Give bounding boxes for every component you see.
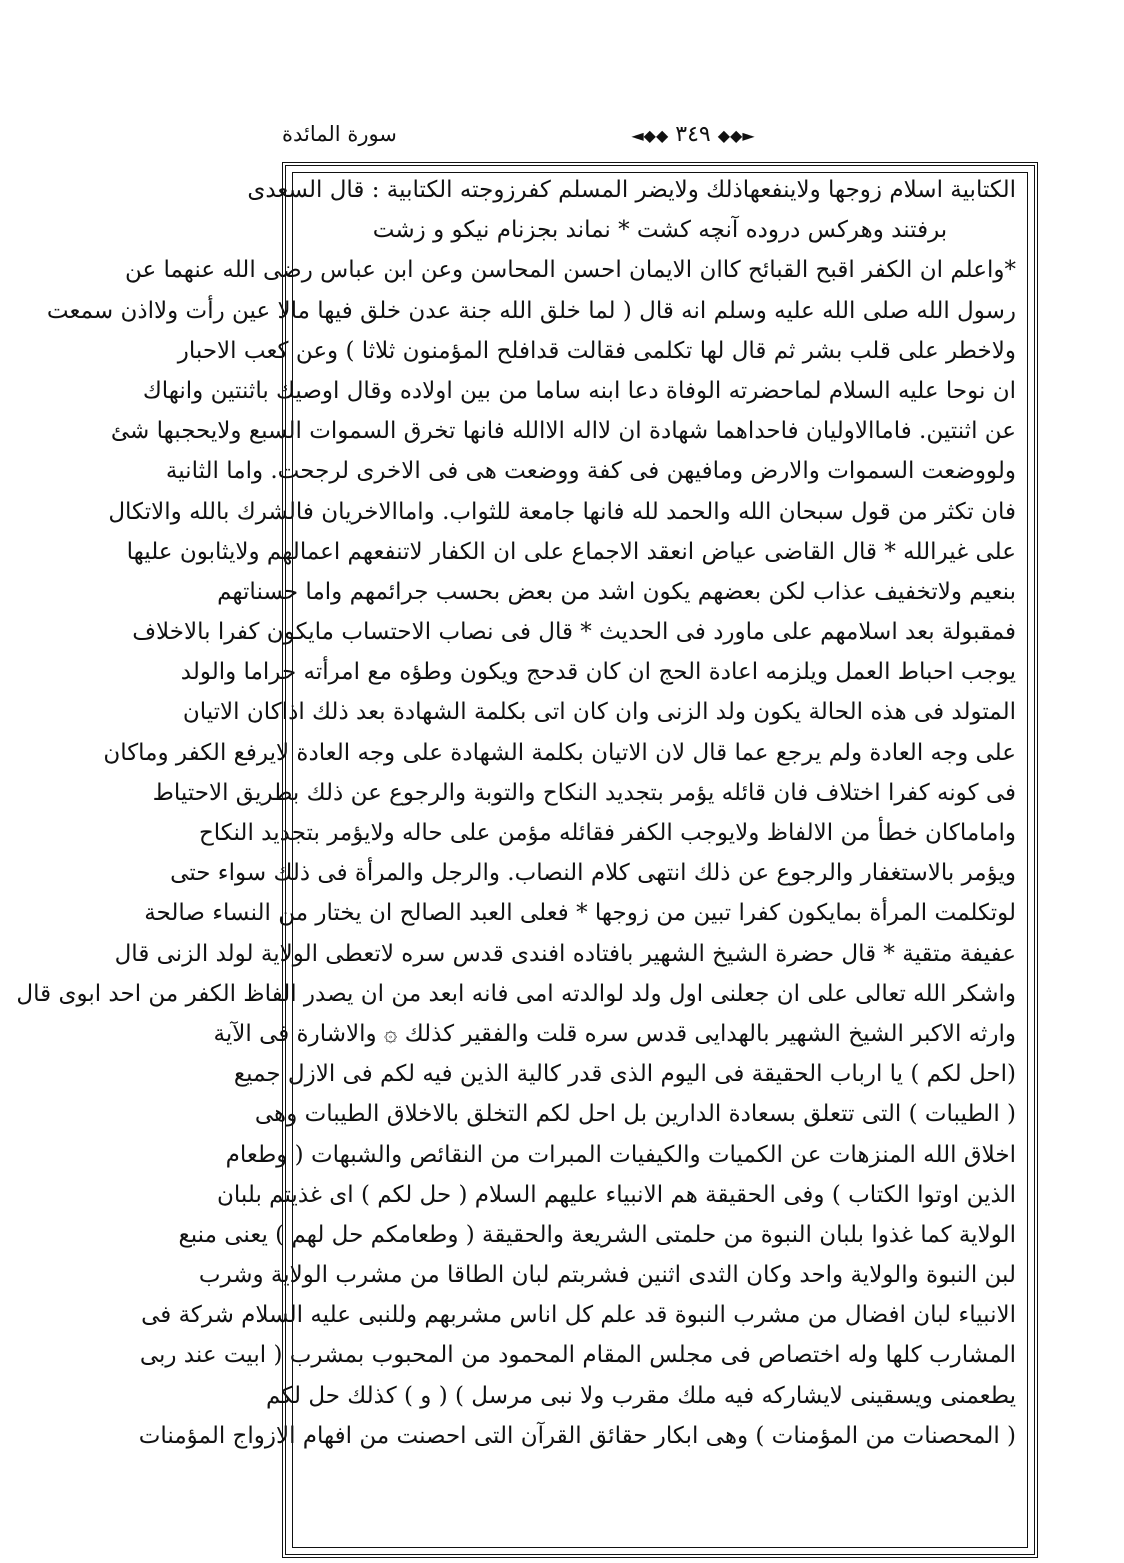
text-line: عفيفة متقية * قال حضرة الشيخ الشهير بافتاده افندى قدس سره لاتعطى الولاية لولد الزنى قال: [114, 940, 1016, 967]
text-line: ( المحصنات من المؤمنات ) وهى ابكار حقائق القرآن التى احصنت من افهام الازواج المؤمنات: [138, 1422, 1016, 1449]
text-line: المتولد فى هذه الحالة يكون ولد الزنى وان كان اتى بكلمة الشهادة بعد ذلك اذاكان الاتيان: [182, 699, 1016, 726]
page-header: [282, 122, 1038, 158]
text-line: ولووضعت السموات والارض ومافيهن فى كفة ووضعت هى فى الاخرى لرجحت. واما الثانية: [165, 458, 1016, 485]
text-line: اخلاق الله المنزهات عن الكميات والكيفيات المبرات من النقائص والشبهات ( وطعام: [225, 1141, 1016, 1168]
text-line: فى كونه كفرا اختلاف فان قائله يؤمر بتجديد النكاح والتوبة والرجوع عن ذلك بطريق الاحتياط: [152, 779, 1016, 806]
text-line: واماماكان خطأ من الالفاظ ولايوجب الكفر فقائله مؤمن على حاله ولايؤمر بتجديد النكاح: [198, 820, 1016, 846]
text-line: يوجب احباط العمل ويلزمه اعادة الحج ان كان قدحج ويكون وطؤه مع امرأته حراما والولد: [180, 659, 1016, 686]
text-line: عن اثنتين. فاماالاوليان فاحداهما شهادة ان لااله الاالله فانها تخرق السموات السبع ولايحجبها شئ: [110, 418, 1016, 445]
text-line: واشكر الله تعالى على ان جعلنى اول ولد لوالدته امى فانه ابعد من ان يصدر الفاظ الكفر من احد ابوى قال: [16, 980, 1016, 1007]
text-line: ان نوحا عليه السلام لماحضرته الوفاة دعا ابنه ساما من بين اولاده وقال اوصيك باثنتين وانهاك: [142, 377, 1016, 404]
text-line: بنعيم ولاتخفيف عذاب لكن بعضهم يكون اشد من بعض بحسب جرائمهم واما حسناتهم: [217, 578, 1016, 605]
page-number-block: [598, 122, 788, 147]
body-text: [16, 170, 1016, 1456]
ornament-left-icon: ◄◆◆: [631, 126, 669, 145]
sura-title: سورة المائدة: [282, 122, 397, 146]
text-line: فان تكثر من قول سبحان الله والحمد لله فانها جامعة للثواب. واماالاخريان فالشرك بالله والاتكال: [108, 498, 1016, 525]
text-line: لبن النبوة والولاية واحد وكان الثدى اثنين فشربتم لبان الطاقا من مشرب الولاية وشرب: [198, 1262, 1016, 1289]
text-line: ولاخطر على قلب بشر ثم قال لها تكلمى فقالت قدافلح المؤمنون ثلاثا ) وعن كعب الاحبار: [177, 337, 1016, 364]
text-line: الانبياء لبان افضال من مشرب النبوة قد علم كل اناس مشربهم وللنبى عليه السلام شركة فى: [141, 1302, 1016, 1329]
text-line: ( الطيبات ) التى تتعلق بسعادة الدارين بل احل لكم التخلق بالاخلاق الطيبات وهى: [254, 1101, 1016, 1128]
text-line: (احل لكم ) يا ارباب الحقيقة فى اليوم الذى قدر كالية الذين فيه لكم فى الازل جميع: [233, 1061, 1016, 1088]
text-line: فمقبولة بعد اسلامهم على ماورد فى الحديث * قال فى نصاب الاحتساب مايكون كفرا بالاخلاف: [132, 619, 1016, 646]
text-line: الكتابية اسلام زوجها ولاينفعهاذلك ولايضر المسلم كفرزوجته الكتابية : قال السعدى: [247, 177, 1016, 203]
text-line: على غيرالله * قال القاضى عياض انعقد الاجماع على ان الكفار لاتنفعهم اعمالهم ولايثابون عليها: [126, 538, 1016, 565]
text-line: ويؤمر بالاستغفار والرجوع عن ذلك انتهى كلام النصاب. والرجل والمرأة فى ذلك سواء حتى: [170, 860, 1016, 887]
text-line: الذين اوتوا الكتاب ) وفى الحقيقة هم الانبياء عليهم السلام ( حل لكم ) اى غذيتم بلبان: [217, 1181, 1016, 1208]
text-line: *واعلم ان الكفر اقبح القبائح كاان الايمان احسن المحاسن وعن ابن عباس رضى الله عنهما عن: [124, 257, 1016, 284]
text-line: رسول الله صلى الله عليه وسلم انه قال ( لما خلق الله جنة عدن خلق فيها مالا عين رأت ولااذن سمعت: [46, 297, 1016, 324]
text-line: المشارب كلها وله اختصاص فى مجلس المقام المحمود من المحبوب بمشرب ( ابيت عند ربى: [139, 1342, 1016, 1369]
text-line: على وجه العادة ولم يرجع عما قال لان الاتيان بكلمة الشهادة على وجه العادة لايرفع الكفر وماكان: [103, 739, 1016, 766]
verse-line: برفتند وهركس دروده آنچه كشت * نماند بجزنام نيكو و زشت: [372, 217, 948, 244]
ornament-right-icon: ◆◆►: [717, 126, 755, 145]
text-line: الولاية كما غذوا بلبان النبوة من حلمتى الشريعة والحقيقة ( وطعامكم حل لهم ) يعنى منبع: [178, 1221, 1016, 1248]
text-line: يطعمنى ويسقينى لايشاركه فيه ملك مقرب ولا نبى مرسل ) ( و ) كذلك حل لكم: [266, 1382, 1016, 1409]
text-line: وارثه الاكبر الشيخ الشهير بالهدايى قدس سره قلت والفقير كذلك ۞ والاشارة فى الآية: [213, 1020, 1016, 1047]
text-line: لوتكلمت المرأة بمايكون كفرا تبين من زوجها * فعلى العبد الصالح ان يختار من النساء صالحة: [144, 900, 1016, 927]
page-number: ٣٤٩: [675, 122, 711, 147]
